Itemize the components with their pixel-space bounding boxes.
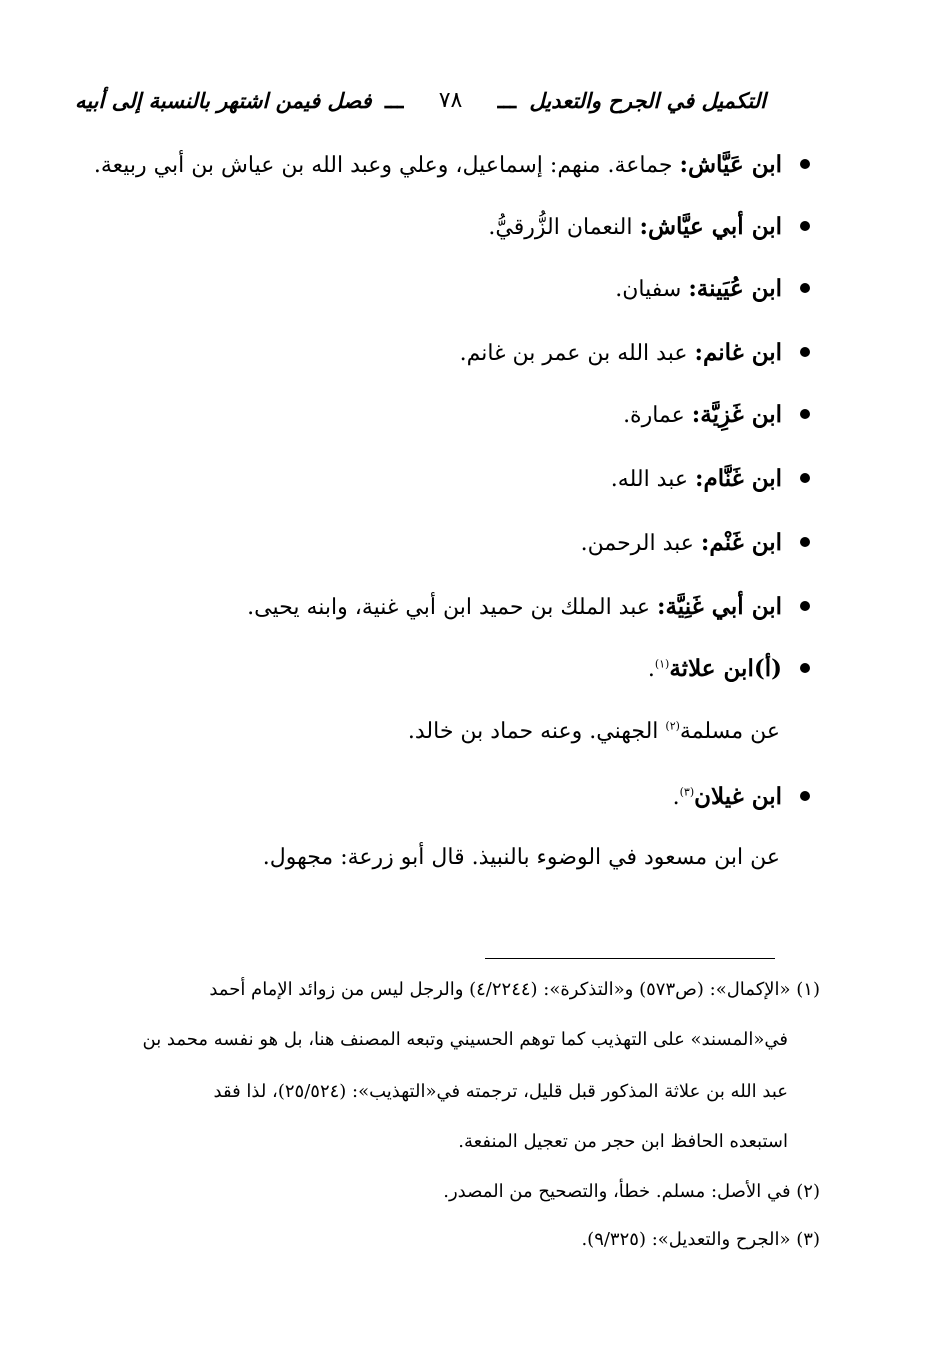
bullet-icon <box>800 221 810 231</box>
entry-paragraph <box>80 718 780 747</box>
bullet-icon <box>800 473 810 483</box>
bullet-icon <box>800 791 810 801</box>
entry-head: ابن علاثة <box>669 655 754 682</box>
entry-text: سفيان. <box>615 277 689 302</box>
header-separator: ـــ <box>384 88 404 113</box>
list-item <box>80 150 810 181</box>
bullet-icon <box>800 601 810 611</box>
running-header <box>75 86 766 126</box>
chapter-title: فصل فيمن اشتهر بالنسبة إلى أبيه <box>75 88 372 113</box>
paragraph-text: عن ابن مسعود في الوضوء بالنبيذ. قال أبو زرعة: مجهول. <box>262 845 780 870</box>
entry-end: . <box>672 785 680 810</box>
list-item <box>80 274 810 305</box>
list-item <box>80 338 810 369</box>
entry-text: جماعة. منهم: إسماعيل، وعلي وعبد الله بن عياش بن أبي ربيعة. <box>93 153 680 178</box>
entry-end: . <box>647 657 655 682</box>
entry-head: ابن غَزِيَّة: <box>691 401 782 428</box>
bullet-icon <box>800 663 810 673</box>
list-item <box>80 782 810 813</box>
list-item <box>80 528 810 559</box>
entry-head: ابن أبي غَنِيَّة: <box>656 593 782 620</box>
list-item <box>80 464 810 495</box>
list-item <box>80 592 810 623</box>
entry-text: النعمان الزُّرقيُّ. <box>488 215 640 240</box>
entry-text: عبد الله. <box>610 467 695 492</box>
list-item <box>80 400 810 431</box>
entry-head: ابن غانم: <box>694 339 782 366</box>
entry-paragraph <box>80 844 780 873</box>
entry-text: عبد الله بن عمر بن غانم. <box>459 341 695 366</box>
paragraph-text: عن مسلمة <box>679 719 780 744</box>
entry-head: ابن عُيَينة: <box>688 275 782 302</box>
entry-head: ابن عَيَّاش: <box>679 151 782 178</box>
entry-text: عبد الملك بن حميد ابن أبي غنية، وابنه يحيى. <box>247 595 657 620</box>
footnote-3: (٣) «الجرح والتعديل»: (٩/٣٢٥). <box>581 1229 820 1250</box>
footnote-ref: (٢) <box>665 719 680 733</box>
footnote-1: (١) «الإكمال»: (ص٥٧٣) و«التذكرة»: (٤/٢٢٤٤) والرجل ليس من زوائد الإمام أحمد <box>209 979 820 1000</box>
entry-head: ابن غيلان <box>694 783 782 810</box>
footnote-divider <box>485 958 775 959</box>
footnote-1-line: استبعده الحافظ ابن حجر من تعجيل المنفعة. <box>458 1131 788 1152</box>
bullet-icon <box>800 409 810 419</box>
entry-head: ابن غَنَّام: <box>694 465 782 492</box>
footnote-1-line: عبد الله بن علاثة المذكور قبل قليل، ترجمته في«التهذيب»: (٢٥/٥٢٤)، لذا فقد <box>213 1081 788 1102</box>
entry-text: عبد الرحمن. <box>580 531 701 556</box>
footnote-1-line: في«المسند» على التهذيب كما توهم الحسيني وتبعه المصنف هنا، بل هو نفسه محمد بن <box>142 1029 788 1050</box>
bullet-icon <box>800 159 810 169</box>
list-item <box>80 212 810 243</box>
book-title: التكميل في الجرح والتعديل <box>529 88 766 113</box>
paragraph-text: الجهني. وعنه حماد بن خالد. <box>407 719 666 744</box>
entry-text: عمارة. <box>623 403 692 428</box>
bullet-icon <box>800 283 810 293</box>
header-separator: ـــ <box>497 88 517 113</box>
entry-head: ابن أبي عيَّاش: <box>639 213 782 240</box>
bullet-icon <box>800 537 810 547</box>
footnote-2: (٢) في الأصل: مسلم. خطأ، والتصحيح من المصدر. <box>443 1181 820 1202</box>
footnote-ref: (١) <box>654 657 670 671</box>
list-item <box>80 654 810 685</box>
page-number: ٧٨ <box>438 88 463 113</box>
footnote-ref: (٣) <box>679 785 695 799</box>
entry-mark: (أ) <box>753 655 782 682</box>
bullet-icon <box>800 347 810 357</box>
entry-head: ابن غَنْم: <box>700 529 782 556</box>
